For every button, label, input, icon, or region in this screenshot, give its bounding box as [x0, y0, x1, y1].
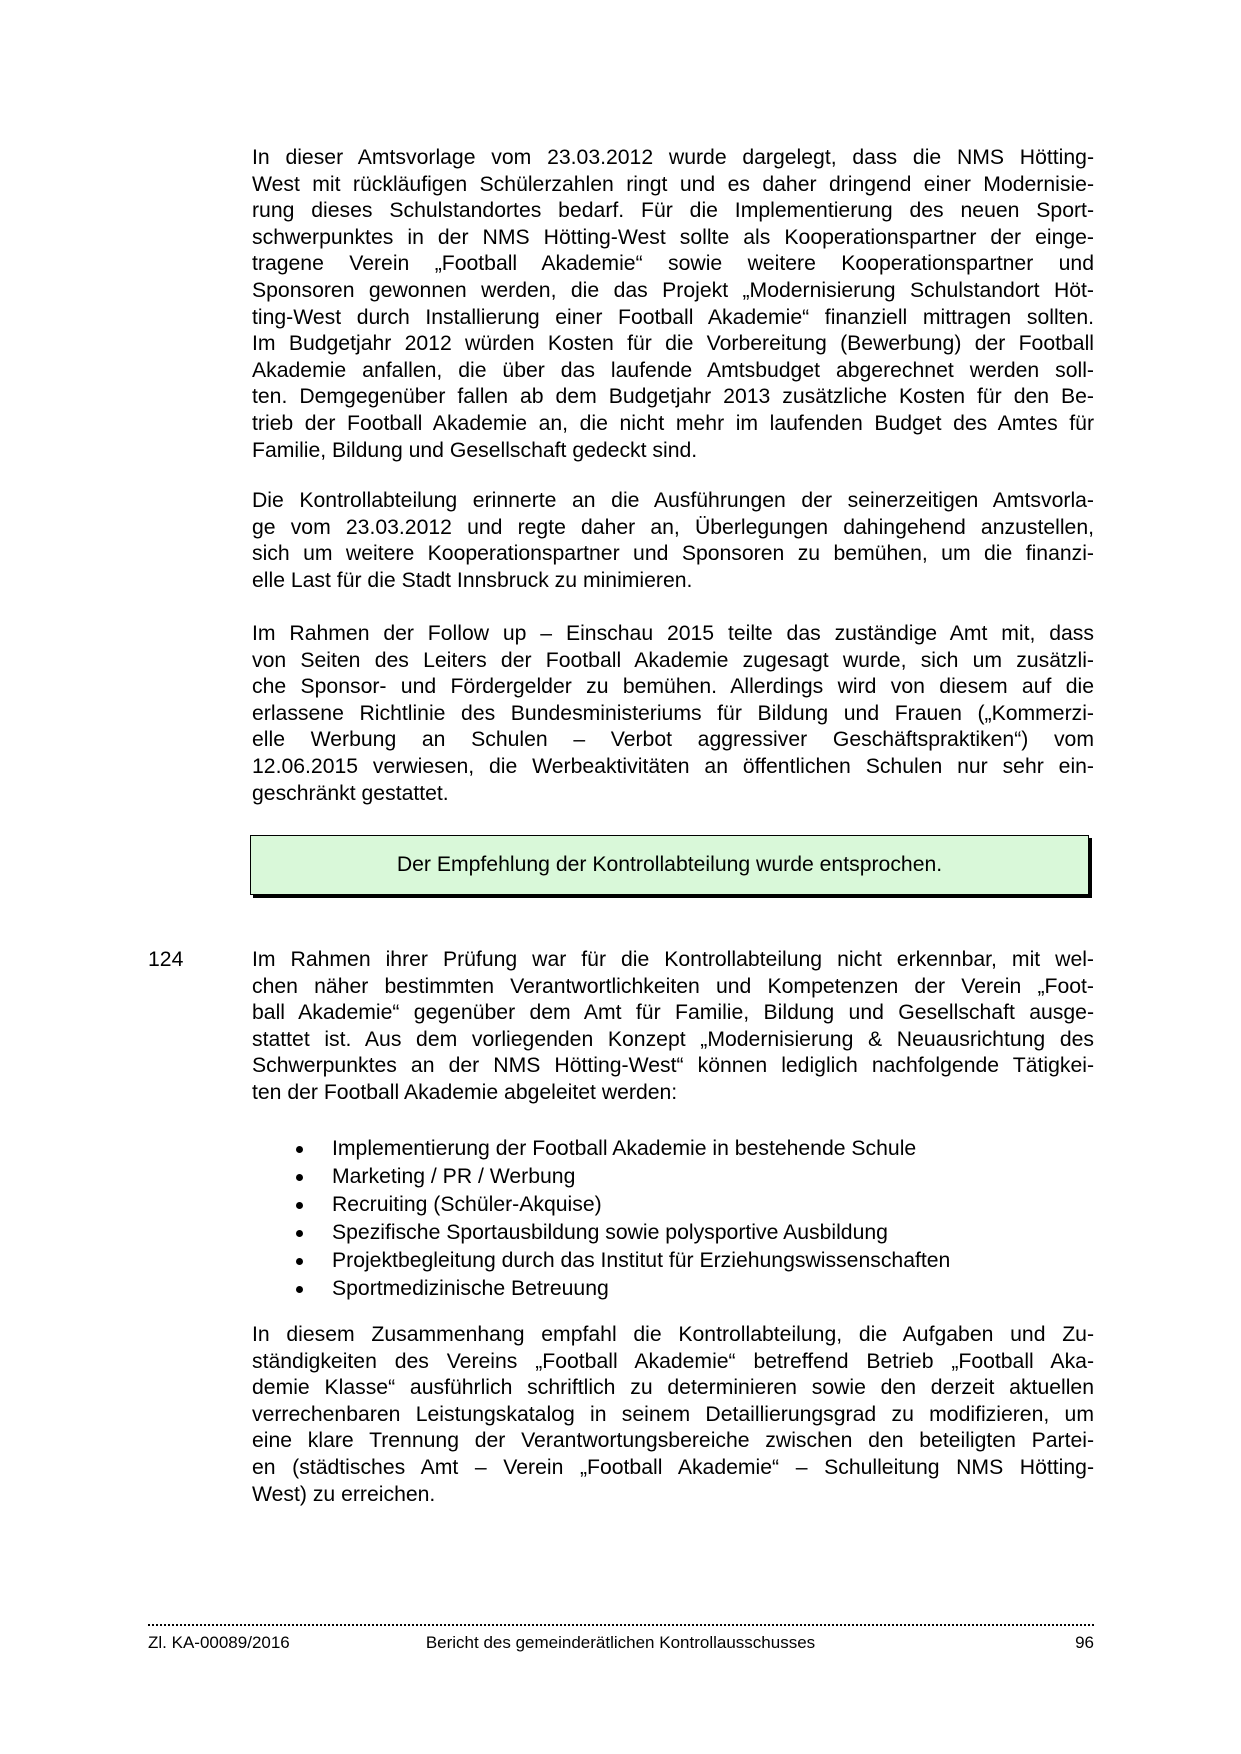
paragraph-follow-up	[252, 621, 1094, 807]
recommendation-text: Der Empfehlung der Kontrollabteilung wurde entsprochen.	[396, 853, 943, 876]
text-line: eine klare Trennung der Verantwortungsbereiche zwischen den beteiligten Partei-	[252, 1429, 1094, 1453]
list-item-text: Marketing / PR / Werbung	[332, 1165, 576, 1188]
text-line: demie Klasse“ ausführlich schriftlich zu determinieren sowie den derzeit aktuellen	[252, 1376, 1094, 1400]
section-number: 124	[148, 948, 184, 971]
list-item-text: Implementierung der Football Akademie in bestehende Schule	[332, 1137, 917, 1160]
list-item-text: Recruiting (Schüler-Akquise)	[332, 1193, 602, 1216]
text-line: ten. Demgegenüber fallen ab dem Budgetjahr 2013 zusätzliche Kosten für den Be-	[252, 385, 1094, 409]
text-line: elle Last für die Stadt Innsbruck zu minimieren.	[252, 568, 693, 592]
list-item	[294, 1163, 950, 1191]
text-line: 12.06.2015 verwiesen, die Werbeaktivitäten an öffentlichen Schulen nur sehr ein-	[252, 754, 1094, 778]
text-line: schwerpunktes in der NMS Hötting-West sollte als Kooperationspartner der einge-	[252, 225, 1094, 249]
text-line: ting-West durch Installierung einer Football Akademie“ finanziell mittragen sollten.	[252, 305, 1094, 329]
list-item	[294, 1219, 950, 1247]
footer-divider	[148, 1624, 1094, 1626]
text-line: Die Kontrollabteilung erinnerte an die Ausführungen der seinerzeitigen Amtsvorla-	[252, 489, 1094, 512]
text-line: In diesem Zusammenhang empfahl die Kontrollabteilung, die Aufgaben und Zu-	[252, 1323, 1094, 1346]
text-line: stattet ist. Aus dem vorliegenden Konzept „Modernisierung & Neuausrichtung des	[252, 1027, 1094, 1051]
text-line: ball Akademie“ gegenüber dem Amt für Familie, Bildung und Gesellschaft ausge-	[252, 1001, 1094, 1025]
text-line: elle Werbung an Schulen – Verbot aggressiver Geschäftspraktiken“) vom	[252, 728, 1094, 752]
text-line: geschränkt gestattet.	[252, 781, 449, 805]
text-line: trieb der Football Akademie an, die nicht mehr im laufenden Budget des Amtes für	[252, 411, 1094, 435]
text-line: von Seiten des Leiters der Football Akademie zugesagt wurde, sich um zusätzli-	[252, 648, 1094, 672]
paragraph-amtsvorlage	[252, 145, 1094, 464]
text-line: sich um weitere Kooperationspartner und Sponsoren zu bemühen, um die finanzi-	[252, 542, 1094, 566]
text-line: ge vom 23.03.2012 und regte daher an, Überlegungen dahingehend anzustellen,	[252, 515, 1094, 539]
list-item	[294, 1275, 950, 1303]
text-line: West mit rückläufigen Schülerzahlen ringt und es daher dringend einer Modernisie-	[252, 172, 1094, 196]
bullet-icon	[296, 1174, 303, 1181]
text-line: tragene Verein „Football Akademie“ sowie weitere Kooperationspartner und	[252, 252, 1094, 276]
footer-reference: Zl. KA-00089/2016	[148, 1633, 290, 1652]
text-line: West) zu erreichen.	[252, 1482, 436, 1506]
list-item	[294, 1135, 950, 1163]
text-line: Im Rahmen der Follow up – Einschau 2015 teilte das zuständige Amt mit, dass	[252, 622, 1094, 645]
bullet-icon	[296, 1258, 303, 1265]
list-item-text: Sportmedizinische Betreuung	[332, 1277, 609, 1300]
text-line: chen näher bestimmten Verantwortlichkeiten und Kompetenzen der Verein „Foot-	[252, 974, 1094, 998]
bullet-icon	[296, 1230, 303, 1237]
activity-list	[294, 1135, 950, 1303]
paragraph-pruefung	[252, 947, 1094, 1107]
footer-page-number: 96	[1075, 1633, 1094, 1652]
list-item-text: Projektbegleitung durch das Institut für Erziehungswissenschaften	[332, 1249, 951, 1272]
text-line: rung dieses Schulstandortes bedarf. Für die Implementierung des neuen Sport-	[252, 199, 1094, 223]
text-line: ständigkeiten des Vereins „Football Akademie“ betreffend Betrieb „Football Aka-	[252, 1349, 1094, 1373]
recommendation-box	[250, 835, 1089, 895]
paragraph-kontrollabteilung-erinnerung	[252, 488, 1094, 594]
bullet-icon	[296, 1146, 303, 1153]
text-line: Schwerpunktes an der NMS Hötting-West“ können lediglich nachfolgende Tätigkei-	[252, 1054, 1094, 1078]
text-line: Sponsoren gewonnen werden, die das Projekt „Modernisierung Schulstandort Höt-	[252, 278, 1094, 302]
paragraph-empfehlung	[252, 1322, 1094, 1508]
bullet-icon	[296, 1202, 303, 1209]
text-line: Im Budgetjahr 2012 würden Kosten für die Vorbereitung (Bewerbung) der Football	[252, 332, 1094, 356]
bullet-icon	[296, 1286, 303, 1293]
text-line: Akademie anfallen, die über das laufende Amtsbudget abgerechnet werden soll-	[252, 358, 1094, 382]
list-item	[294, 1247, 950, 1275]
footer-title: Bericht des gemeinderätlichen Kontrollausschusses	[425, 1633, 816, 1652]
text-line: In dieser Amtsvorlage vom 23.03.2012 wurde dargelegt, dass die NMS Hötting-	[252, 146, 1094, 169]
list-item-text: Spezifische Sportausbildung sowie polysportive Ausbildung	[332, 1221, 888, 1244]
list-item	[294, 1191, 950, 1219]
text-line: Im Rahmen ihrer Prüfung war für die Kontrollabteilung nicht erkennbar, mit wel-	[252, 948, 1094, 971]
text-line: che Sponsor- und Fördergelder zu bemühen. Allerdings wird von diesem auf die	[252, 675, 1094, 699]
text-line: erlassene Richtlinie des Bundesministeriums für Bildung und Frauen („Kommerzi-	[252, 701, 1094, 725]
text-line: Familie, Bildung und Gesellschaft gedeckt sind.	[252, 438, 698, 462]
text-line: ten der Football Akademie abgeleitet werden:	[252, 1080, 678, 1104]
text-line: en (städtisches Amt – Verein „Football Akademie“ – Schulleitung NMS Hötting-	[252, 1455, 1094, 1479]
text-line: verrechenbaren Leistungskatalog in seinem Detaillierungsgrad zu modifizieren, um	[252, 1402, 1094, 1426]
